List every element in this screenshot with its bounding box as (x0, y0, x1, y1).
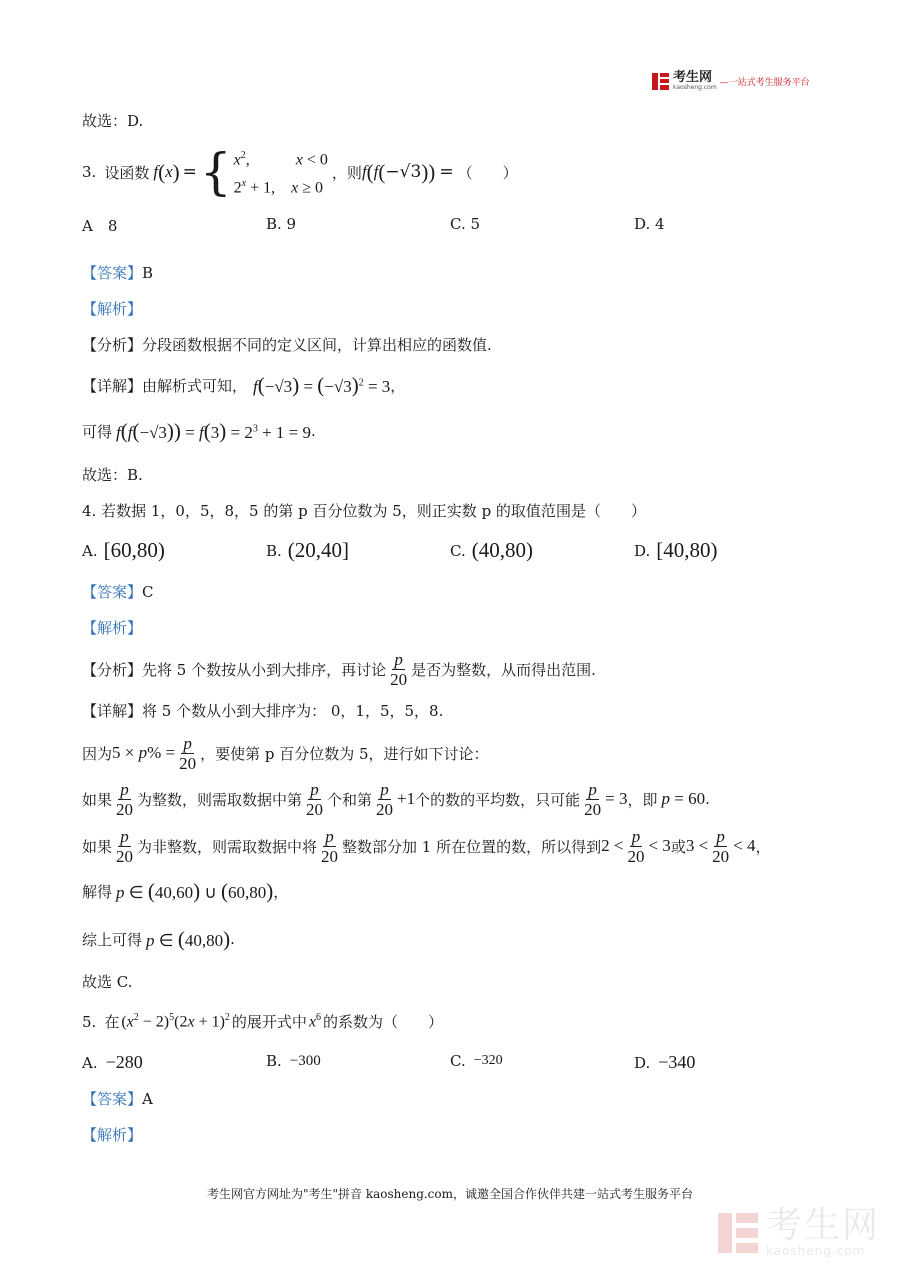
q4-stem: 4. 若数据 1，0，5，8，5 的第 p 百分位数为 5，则正实数 p 的取值范围是（ ） (82, 502, 646, 520)
logo-domain: kaosheng.com (673, 84, 717, 91)
q3-stem-end: （ ） (457, 163, 518, 182)
q4-because: 因为 5 × p% = $\frac{p}{20}$ ，要使第 p 百分位数为 5，进行如下讨论： (82, 733, 489, 773)
q4-option-c: C. (40,80) (450, 538, 533, 562)
q3-answer-tag: 【答案】 (82, 264, 143, 282)
q4-analysis-tag: 【解析】 (82, 619, 143, 637)
footer-text: 考生网官方网址为"考生"拼音 kaosheng.com，诚邀全国合作伙伴共建一站式考生服务平台 (206, 1187, 694, 1201)
q3-piecewise: $x^2$, x < 0 $2^x + 1$, x ≥ 0 (233, 149, 328, 197)
q4-xiangjie: 【详解】将 5 个数从小到大排序为： 0，1，5，5，8. (82, 702, 444, 720)
q5-option-b: B. −300 (266, 1052, 321, 1070)
q3-option-d: D. 4 (634, 215, 665, 233)
q3-number: 3. (82, 163, 97, 181)
q3-option-c: C. 5 (450, 215, 481, 233)
q5-option-a: A. −280 (82, 1052, 143, 1072)
q5-stem: 5. 在 $(x^2 - 2)^5(2x + 1)^2$ 的展开式中 $x^6$ 的系数为（ ） (82, 1011, 444, 1031)
logo-icon (652, 73, 669, 90)
q2-conclusion: 故选：D. (82, 112, 144, 130)
q3-answer-value: B (142, 264, 154, 282)
q4-option-d: D. [40,80) (634, 538, 718, 562)
q5-option-d: D. −340 (634, 1052, 696, 1072)
watermark-logo-icon (718, 1213, 758, 1253)
q5-option-c: C. −320 (450, 1052, 503, 1070)
q4-fenxi: 【分析】 先将 5 个数按从小到大排序，再讨论 $\frac{p}{20}$ 是否为整数，从而得出范围. (82, 649, 596, 689)
q4-option-b: B. (20,40] (266, 538, 350, 562)
q5-answer: 【答案】A (82, 1090, 153, 1108)
q4-option-a: A. [60,80) (82, 538, 165, 562)
header-logo (652, 72, 810, 91)
q3-eq1: $f(-√3) = (-√3)^2 = 3$ (253, 372, 391, 397)
q5-analysis-tag: 【解析】 (82, 1126, 143, 1144)
watermark-text: 考生网 (766, 1205, 881, 1246)
q3-answer (82, 262, 153, 283)
q3-option-a: A 8 (82, 217, 118, 235)
q4-solve: 解得 p ∈ (40,60) ∪ (60,80) ， (82, 878, 289, 903)
q3-line2: 可得 $f(f(-√3)) = f(3) = 2^3 + 1 = 9$ . (82, 418, 316, 443)
logo-text: 考生网 (673, 70, 713, 85)
logo-slogan: —一站式考生服务平台 (719, 78, 810, 88)
q3-option-b: B. 9 (266, 215, 297, 233)
q3-stem: 3. 设函数 f ( x ) = { $x^2$, x < 0 $2^x + 1$, x ≥ 0 ，则 f ( f ( −√3 )) = （ ） (82, 143, 518, 201)
q4-summary: 综上可得 p ∈ (40,80) . (82, 926, 235, 951)
q3-stem-mid: ，则 (331, 163, 362, 182)
q3-stem-pre: 设函数 (104, 163, 150, 182)
q3-xiangjie: 【详解】 由解析式可知， $f(-√3) = (-√3)^2 = 3$ ， (82, 372, 406, 397)
q4-answer: 【答案】C (82, 583, 154, 601)
q3-conclusion: 故选：B. (82, 466, 143, 484)
q3-brace: { (199, 143, 232, 201)
watermark (718, 1205, 881, 1258)
q4-case2: 如果 $\frac{p}{20}$ 为非整数，则需取数据中将 $\frac{p}{20}$ 整数部分加 1 所在位置的数，所以得到 2 < $\frac{p}{20}$ < 3 或 3 < $\frac{p}{20}$ < 4 ， (82, 826, 771, 866)
q4-conclusion: 故选 C. (82, 973, 133, 991)
q3-eq2: $f(f(-√3)) = f(3) = 2^3 + 1 = 9$ (116, 418, 312, 443)
q3-analysis-tag: 【解析】 (82, 300, 143, 318)
watermark-domain: kaosheng.com (766, 1244, 866, 1258)
q4-case1: 如果 $\frac{p}{20}$ 为整数，则需取数据中第 $\frac{p}{20}$ 个和第 $\frac{p}{20}$ +1 个的数的平均数，只可能 $\frac{p}{20}$ = 3 ，即 p = 60 . (82, 779, 710, 819)
q3-fenxi: 【分析】分段函数根据不同的定义区间，计算出相应的函数值. (82, 336, 492, 354)
